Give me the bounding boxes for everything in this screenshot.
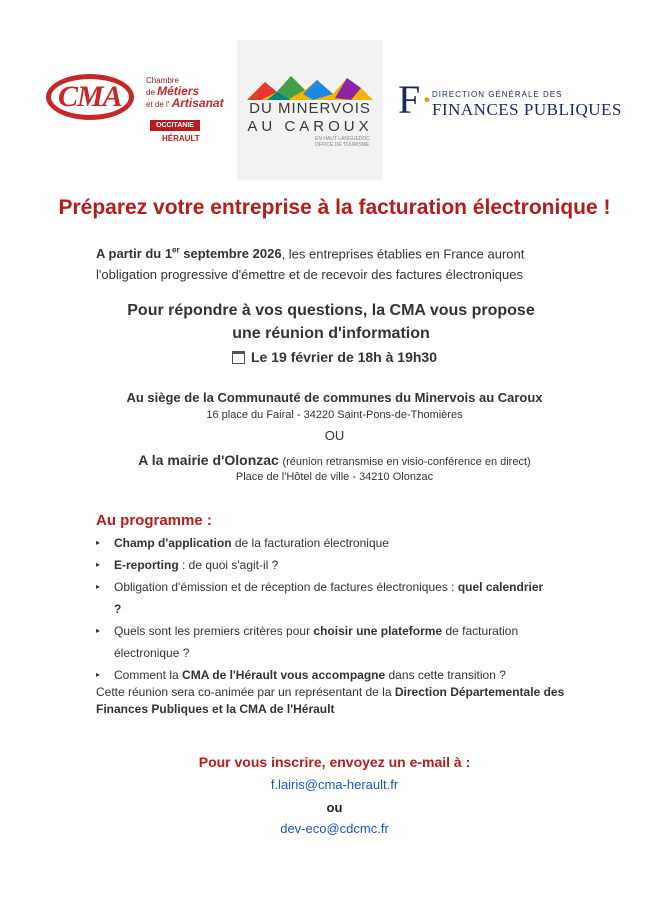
inscription-title: Pour vous inscrire, envoyez un e-mail à : bbox=[198, 754, 471, 770]
cma-logo bbox=[46, 74, 226, 154]
heading-line1: Pour répondre à vos questions, la CMA vous propose bbox=[127, 302, 535, 319]
programme-item-text: : de quoi s'agit-il ? bbox=[178, 558, 279, 572]
programme-list bbox=[96, 532, 546, 686]
programme-item-bold: choisir une plateforme bbox=[313, 624, 443, 638]
programme-item-text: dans cette transition ? bbox=[385, 668, 506, 682]
cma-line2-small: de bbox=[146, 88, 155, 97]
location2-name: A la mairie d'Olonzac bbox=[138, 452, 279, 468]
minervois-logo bbox=[237, 40, 383, 180]
intro-text: , les entreprises établies en France auront l'obligation progressive d'émettre et de recevoir des factures électroniques bbox=[96, 246, 525, 283]
programme-item-text: de facturation électronique ? bbox=[114, 624, 519, 660]
calendar-icon bbox=[232, 351, 245, 364]
location2-address: Place de l'Hôtel de ville - 34210 Olonzac bbox=[235, 471, 434, 483]
cma-line3-small: et de l' bbox=[146, 100, 170, 109]
or-separator: OU bbox=[324, 428, 345, 443]
cma-dept: HÉRAULT bbox=[162, 134, 200, 143]
minervois-line1: DU MINERVOIS bbox=[249, 100, 371, 117]
note-bold: Direction Départementale des Finances Publiques et la CMA de l'Hérault bbox=[96, 685, 565, 716]
meeting-date bbox=[0, 349, 669, 365]
cma-region-band: OCCITANIE bbox=[150, 120, 200, 131]
minervois-sub1: EN HAUT LANGUEDOC bbox=[315, 136, 370, 142]
minervois-sub2: OFFICE DE TOURISME bbox=[315, 142, 370, 148]
programme-title: Au programme : bbox=[96, 512, 212, 529]
programme-item-pre: Obligation d'émission et de réception de factures électroniques : bbox=[114, 580, 458, 594]
cma-line2: Métiers bbox=[157, 84, 200, 98]
intro-bold-suffix: septembre 2026 bbox=[179, 246, 282, 262]
programme-item bbox=[96, 554, 546, 576]
email-link-cdcmc[interactable]: dev-eco@cdcmc.fr bbox=[280, 821, 389, 836]
programme-item-bold: E-reporting bbox=[114, 558, 179, 572]
minervois-sub bbox=[315, 136, 375, 148]
heading-line2: une réunion d'information bbox=[232, 325, 430, 342]
programme-item-bold: CMA de l'Hérault vous accompagne bbox=[182, 668, 386, 682]
mountain-icon bbox=[247, 74, 373, 100]
dgfip-logo bbox=[398, 77, 638, 122]
cma-logo-word: CMA bbox=[58, 80, 122, 113]
co-animation-note bbox=[96, 684, 586, 718]
location1-address: 16 place du Fairal - 34220 Saint-Pons-de-Thomières bbox=[206, 409, 463, 421]
location2 bbox=[0, 452, 669, 468]
page-title: Préparez votre entreprise à la facturation électronique ! bbox=[58, 196, 611, 219]
minervois-line2: AU CAROUX bbox=[247, 118, 373, 135]
dgfip-line1: DIRECTION GÉNÉRALE DES bbox=[432, 90, 563, 99]
email-link-cma[interactable]: f.lairis@cma-herault.fr bbox=[270, 777, 399, 792]
location1-name: Au siège de la Communauté de communes du Minervois au Caroux bbox=[126, 390, 543, 405]
programme-item bbox=[96, 532, 546, 554]
dgfip-line2: FINANCES PUBLIQUES bbox=[432, 100, 622, 119]
logo-bar bbox=[0, 40, 669, 180]
intro-bold-prefix: A partir du 1 bbox=[96, 246, 173, 262]
programme-item bbox=[96, 620, 546, 664]
programme-item bbox=[96, 664, 546, 686]
cma-logo-text bbox=[146, 76, 236, 110]
cma-line1: Chambre bbox=[146, 76, 179, 85]
intro-sup: er bbox=[172, 246, 180, 255]
programme-item-pre: Comment la bbox=[114, 668, 183, 682]
email-or: ou bbox=[326, 800, 343, 815]
intro-paragraph bbox=[96, 240, 576, 285]
cma-line3: Artisanat bbox=[171, 96, 224, 110]
location2-note: (réunion retransmise en visio-conférence en direct) bbox=[282, 456, 531, 468]
programme-item bbox=[96, 576, 546, 620]
programme-item-text: de la facturation électronique bbox=[231, 536, 389, 550]
programme-item-bold: quel calendrier ? bbox=[114, 580, 544, 616]
date-text: Le 19 février de 18h à 19h30 bbox=[251, 349, 437, 365]
note-text: Cette réunion sera co-animée par un représentant de la bbox=[96, 685, 395, 699]
dgfip-emblem-icon: F· bbox=[398, 77, 434, 122]
programme-item-pre: Quels sont les premiers critères pour bbox=[114, 624, 314, 638]
programme-item-bold: Champ d'application bbox=[114, 536, 232, 550]
